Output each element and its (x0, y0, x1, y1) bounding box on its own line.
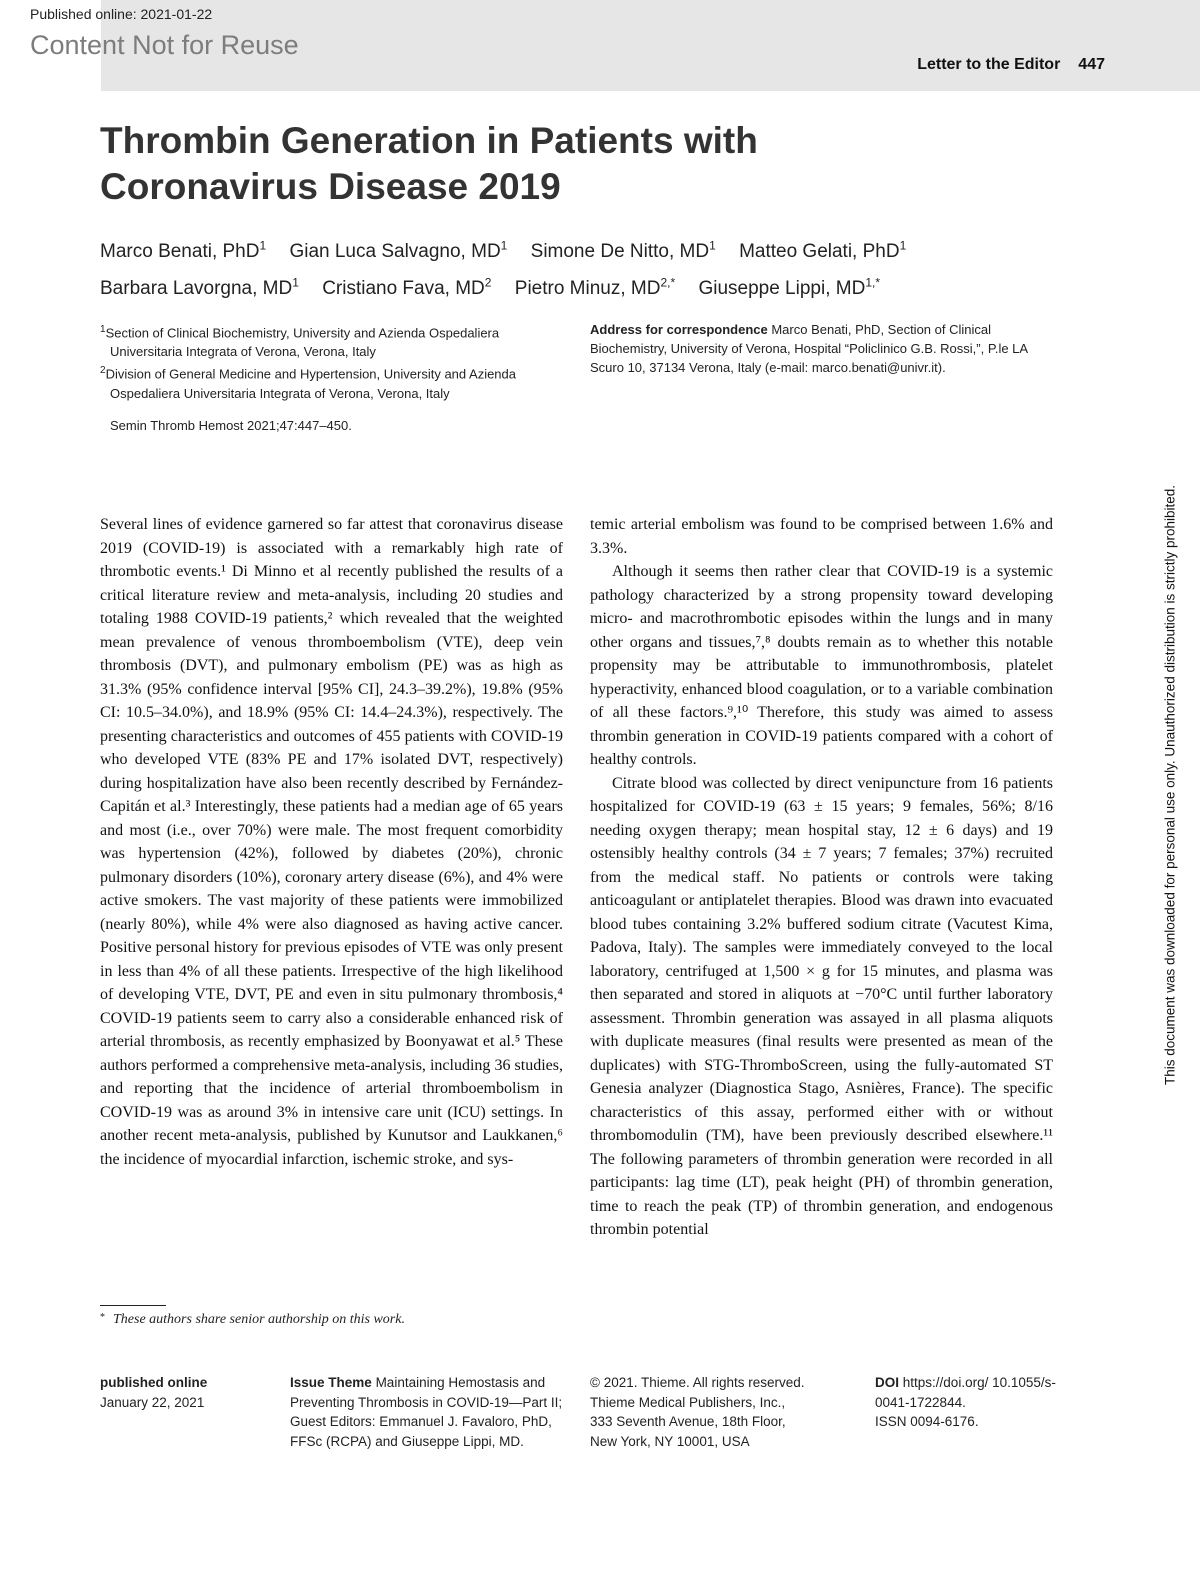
footnote-rule (100, 1305, 166, 1306)
page-number: 447 (1078, 56, 1105, 73)
copyright-info: © 2021. Thieme. All rights reserved. Thieme Medical Publishers, Inc., 333 Seventh Avenue, 18th Floor, New York, NY 10001, USA (590, 1375, 805, 1449)
issue-theme: Issue Theme Maintaining Hemostasis and Preventing Thrombosis in COVID-19—Part II; Guest Editors: Emmanuel J. Favaloro, PhD, FFSc (RCPA) and Giuseppe Lippi, MD. (290, 1375, 563, 1449)
footnote (100, 1312, 405, 1328)
author: Barbara Lavorgna, $MD^1$ (100, 275, 299, 299)
body-paragraph: temic arterial embolism was found to be comprised between 1.6% and 3.3%. (590, 516, 1053, 557)
body-paragraph: Several lines of evidence garnered so far attest that coronavirus disease 2019 (COVID-19) is associated with a remarkably high rate of thrombotic events.¹ Di Minno et al recently published the results of a critical literature review and meta-analysis, including 20 studies and totaling 1988 COVID-19 patients,² which revealed that the weighted mean prevalence of venous thromboembolism (VTE), deep vein thrombosis (DVT), and pulmonary embolism (PE) was as high as 31.3% (95% confidence interval [95% CI], 24.3–39.2%), 19.8% (95% CI: 10.5–34.0%), and 18.9% (95% CI: 14.4–24.3%), respectively. The presenting characteristics and outcomes of 455 patients with COVID-19 who developed VTE (83% PE and 17% isolated DVT, respectively) during hospitalization have also been recently described by Fernández-Capitán et al.³ Interestingly, these patients had a median age of 65 years and most (i.e., over 70%) were male. The most frequent comorbidity was hypertension (42%), followed by diabetes (20%), chronic pulmonary disorders (10%), coronary artery disease (6%), and 4% were active smokers. The vast majority of these patients were immobilized (nearly 80%), while 4% were also diagnosed as having active cancer. Positive personal history for previous episodes of VTE was only present in less than 4% of all these patients. Irrespective of the high likelihood of developing VTE, DVT, PE and even in situ pulmonary thrombosis,⁴ COVID-19 patients seem to carry also a considerable enhanced risk of arterial thrombosis, as recently emphasized by Boonyawat et al.⁵ These authors performed a comprehensive meta-analysis, including 36 studies, and reporting that the incidence of arterial thromboembolism in COVID-19 was as around 3% in intensive care unit (ICU) settings. In another recent meta-analysis, published by Kunutsor and Laukkanen,⁶ the incidence of myocardial infarction, ischemic stroke, and sys- (100, 516, 563, 1168)
author: Pietro Minuz, $MD^{2,*}$ (514, 275, 676, 299)
doi-info: DOI https://doi.org/ 10.1055/s-0041-1722844. ISSN 0094-6176. (875, 1375, 1056, 1429)
body-paragraph: Citrate blood was collected by direct venipuncture from 16 patients hospitalized for COVID-19 (63 ± 15 years; 9 females, 56%; 8/16 needing oxygen therapy; mean hospital stay, 12 ± 6 days) and 19 ostensibly healthy controls (34 ± 7 years; 7 females; 37%) recruited from the medical staff. No patients or controls were taking anticoagulant or antiplatelet therapies. Blood was drawn into evacuated blood tubes containing 3.2% buffered sodium citrate (Vacutest Kima, Padova, Italy). The samples were immediately conveyed to the local laboratory, centrifuged at 1,500 × g for 15 minutes, and plasma was then separated and stored in aliquots at −70°C until further laboratory assessment. Thrombin generation was assayed in all plasma aliquots with duplicate measures (final results were presented as mean of the duplicates) with STG-ThromboScreen, using the fully-automated ST Genesia analyzer (Diagnostica Stago, Asnières, France). The specific characteristics of this assay, performed either with or without thrombomodulin (TM), have been previously described elsewhere.¹¹ The following parameters of thrombin generation were recorded in all participants: lag time (LT), peak height (PH) of thrombin generation, time to reach the peak (TP) of thrombin generation, and endogenous thrombin potential (590, 774, 1053, 1238)
body-paragraph: Although it seems then rather clear that COVID-19 is a systemic pathology characterized by a strong propensity toward developing micro- and macrothrombotic episodes within the lungs and in many other organs and tissues,⁷,⁸ doubts remain as to whether this notable propensity may be attributable to immunothrombosis, platelet hyperactivity, enhanced blood coagulation, or to a variable combination of all these factors.⁹,¹⁰ Therefore, this study was aimed to assess thrombin generation in COVID-19 patients compared with a cohort of healthy controls. (590, 563, 1053, 768)
reuse-stamp: Content Not for Reuse (30, 30, 299, 60)
body-column-right (590, 513, 1053, 1242)
author: Marco Benati, PhD$^1$ (100, 239, 267, 263)
doi-link[interactable]: https://doi.org/ 10.1055/s-0041-1722844. (875, 1375, 1056, 1410)
correspondence-text: Marco Benati, PhD, Section of Clinical Biochemistry, University of Verona, Hospital “Policlinico G.B. Rossi,”, P.le LA Scuro 10, 37134 Verona, Italy (e-mail: marco.benati@univr.it). (590, 322, 1028, 375)
correspondence (590, 320, 1060, 377)
side-watermark-text: This document was downloaded for personal use only. Unauthorized distribution is strictly prohibited. (1162, 484, 1178, 1086)
footnote-mark: * (100, 1312, 105, 1323)
affiliations (100, 320, 570, 403)
published-stamp: Published online: 2021-01-22 (30, 6, 213, 22)
article-title: Thrombin Generation in Patients with Coronavirus Disease 2019 (100, 120, 758, 207)
running-head (917, 56, 1105, 74)
journal-citation: Semin Thromb Hemost 2021;47:447–450. (110, 418, 352, 433)
author-list (100, 231, 1000, 304)
affiliation: $^1$Section of Clinical Biochemistry, University and Azienda Ospedaliera Universitaria Integrata of Verona, Verona, Italy (100, 324, 500, 360)
body-column-left (100, 513, 563, 1171)
correspondence-label: Address for correspondence (590, 322, 768, 337)
affiliation: $^2$Division of General Medicine and Hypertension, University and Azienda Ospedaliera Universitaria Integrata of Verona, Verona, Italy (100, 365, 517, 401)
author: Simone De Nitto, $MD^1$ (530, 239, 716, 263)
author: Gian Luca Salvagno, $MD^1$ (289, 239, 508, 263)
footnote-text: These authors share senior authorship on this work. (113, 1312, 405, 1327)
published-info: published online January 22, 2021 (100, 1375, 208, 1410)
section-label: Letter to the Editor (917, 56, 1061, 73)
author: Cristiano Fava, $MD^2$ (322, 275, 492, 299)
author: Matteo Gelati, PhD$^1$ (739, 239, 907, 263)
author: Giuseppe Lippi, $MD^{1,*}$ (698, 275, 880, 299)
